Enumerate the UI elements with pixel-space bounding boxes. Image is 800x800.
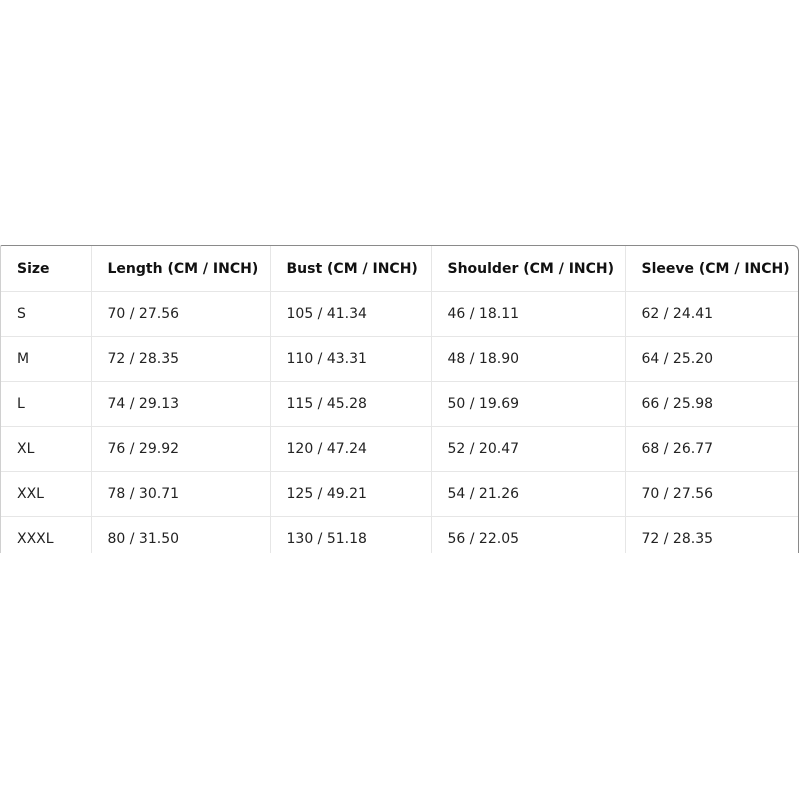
cell-shoulder: 46 / 18.11 <box>431 292 625 337</box>
cell-sleeve: 68 / 26.77 <box>625 427 799 472</box>
table-row <box>1 337 799 382</box>
cell-shoulder: 54 / 21.26 <box>431 472 625 517</box>
cell-shoulder: 50 / 19.69 <box>431 382 625 427</box>
table-row <box>1 427 799 472</box>
cell-size: L <box>1 382 91 427</box>
cell-size: M <box>1 337 91 382</box>
table-row <box>1 382 799 427</box>
cell-shoulder: 56 / 22.05 <box>431 517 625 554</box>
size-chart-table <box>1 246 799 553</box>
cell-bust: 115 / 45.28 <box>270 382 431 427</box>
table-header-row <box>1 246 799 292</box>
cell-sleeve: 70 / 27.56 <box>625 472 799 517</box>
cell-bust: 120 / 47.24 <box>270 427 431 472</box>
header-shoulder: Shoulder (CM / INCH) <box>431 246 625 292</box>
table-row <box>1 472 799 517</box>
cell-bust: 130 / 51.18 <box>270 517 431 554</box>
header-sleeve: Sleeve (CM / INCH) <box>625 246 799 292</box>
table-row <box>1 292 799 337</box>
cell-sleeve: 64 / 25.20 <box>625 337 799 382</box>
cell-length: 72 / 28.35 <box>91 337 270 382</box>
cell-bust: 110 / 43.31 <box>270 337 431 382</box>
cell-sleeve: 62 / 24.41 <box>625 292 799 337</box>
cell-length: 70 / 27.56 <box>91 292 270 337</box>
cell-size: XXXL <box>1 517 91 554</box>
cell-shoulder: 52 / 20.47 <box>431 427 625 472</box>
header-bust: Bust (CM / INCH) <box>270 246 431 292</box>
cell-sleeve: 72 / 28.35 <box>641 531 714 547</box>
header-length: Length (CM / INCH) <box>91 246 270 292</box>
cell-size: S <box>1 292 91 337</box>
cell-length: 78 / 30.71 <box>91 472 270 517</box>
header-size: Size <box>1 246 91 292</box>
cell-length: 74 / 29.13 <box>91 382 270 427</box>
cell-bust: 105 / 41.34 <box>270 292 431 337</box>
cell-shoulder: 48 / 18.90 <box>431 337 625 382</box>
cell-size: XXL <box>1 472 91 517</box>
size-chart-table-container <box>0 245 799 553</box>
cell-length: 76 / 29.92 <box>91 427 270 472</box>
table-row <box>1 517 799 554</box>
cell-bust: 125 / 49.21 <box>270 472 431 517</box>
cell-length: 80 / 31.50 <box>91 517 270 554</box>
cell-size: XL <box>1 427 91 472</box>
cell-sleeve: 66 / 25.98 <box>625 382 799 427</box>
